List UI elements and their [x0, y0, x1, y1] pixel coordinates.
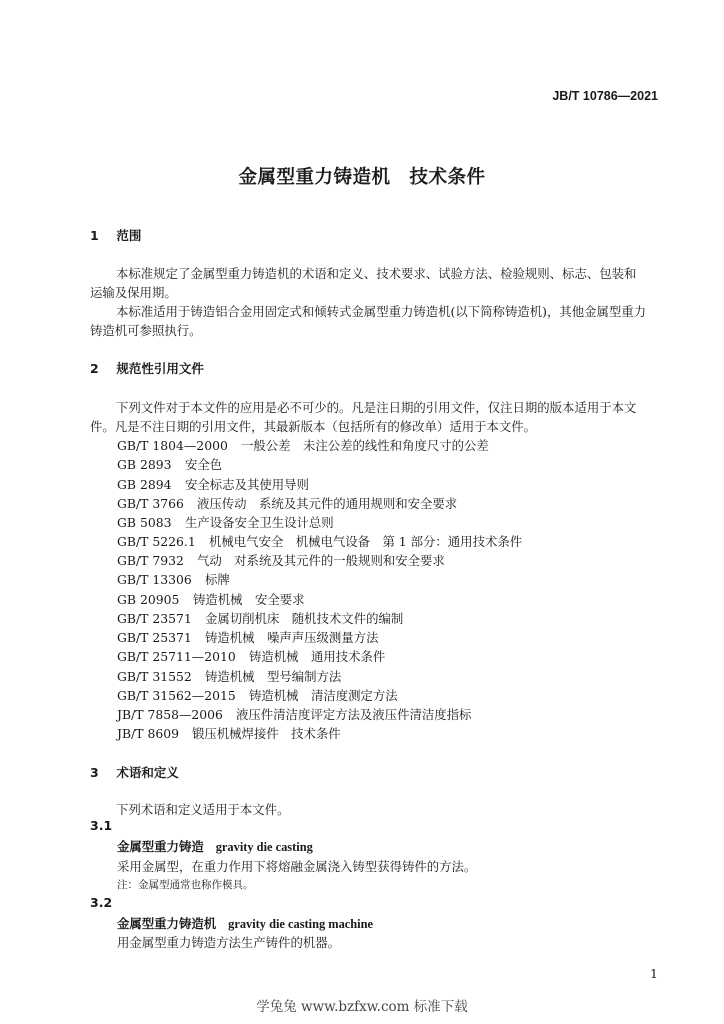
reference-item: [117, 724, 341, 742]
reference-code: GB 5083: [117, 515, 172, 530]
reference-item: [117, 455, 222, 473]
term-definition: 采用金属型，在重力作用下将熔融金属浇入铸型获得铸件的方法。: [117, 859, 477, 874]
reference-item: [117, 436, 489, 454]
reference-title: 铸造机械 噪声声压级测量方法: [205, 630, 379, 645]
reference-item: [117, 494, 457, 512]
term-definition: 用金属型重力铸造方法生产铸件的机器。: [117, 935, 341, 950]
reference-item: [117, 647, 385, 665]
reference-title: 铸造机械 清洁度测定方法: [249, 688, 398, 703]
reference-item: [117, 590, 305, 608]
reference-title: 铸造机械 安全要求: [193, 592, 305, 607]
reference-code: GB 2894: [117, 477, 172, 492]
reference-title: 液压件清洁度评定方法及液压件清洁度指标: [236, 707, 472, 722]
reference-title: 标牌: [205, 572, 230, 587]
reference-code: GB/T 1804—2000: [117, 438, 228, 453]
reference-item: [117, 705, 471, 723]
reference-item: [117, 513, 334, 531]
reference-title: 生产设备安全卫生设计总则: [185, 515, 334, 530]
section-title: 规范性引用文件: [116, 361, 204, 376]
section-title: 范围: [116, 228, 142, 243]
subclause-number: 3.2: [90, 895, 113, 910]
reference-code: GB/T 5226.1: [117, 534, 196, 549]
reference-title: 一般公差 未注公差的线性和角度尺寸的公差: [241, 438, 489, 453]
reference-code: GB/T 13306: [117, 572, 192, 587]
term-english: gravity die casting: [215, 840, 313, 854]
paragraph-line: 本标准规定了金属型重力铸造机的术语和定义、技术要求、试验方法、检验规则、标志、包装和: [116, 266, 637, 281]
term-chinese: 金属型重力铸造: [117, 839, 204, 854]
section-3-heading: [90, 763, 179, 781]
section-1-heading: [90, 226, 141, 244]
reference-item: [117, 628, 378, 646]
reference-code: GB 20905: [117, 592, 180, 607]
subclause-number: 3.1: [90, 818, 113, 833]
reference-code: GB/T 7932: [117, 553, 184, 568]
reference-item: [117, 609, 403, 627]
paragraph-line: 铸造机可参照执行。: [90, 323, 202, 338]
paragraph-line: 本标准适用于铸造铝合金用固定式和倾转式金属型重力铸造机(以下简称铸造机)，其他金属型重力: [116, 304, 647, 319]
reference-item: [117, 551, 445, 569]
reference-code: GB/T 31552: [117, 669, 192, 684]
paragraph-line: 下列文件对于本文件的应用是必不可少的。凡是注日期的引用文件，仅注日期的版本适用于本文: [116, 400, 637, 415]
section-number: 1: [90, 228, 99, 243]
reference-title: 铸造机械 通用技术条件: [249, 649, 386, 664]
reference-item: [117, 570, 230, 588]
reference-title: 气动 对系统及其元件的一般规则和安全要求: [197, 553, 445, 568]
reference-title: 安全色: [185, 457, 223, 472]
reference-code: JB/T 7858—2006: [117, 707, 223, 722]
section-2-heading: [90, 359, 204, 377]
reference-code: GB/T 25711—2010: [117, 649, 236, 664]
reference-code: GB/T 31562—2015: [117, 688, 236, 703]
reference-item: [117, 532, 522, 550]
standard-code: JB/T 10786—2021: [552, 89, 658, 103]
reference-item: [117, 686, 398, 704]
reference-code: GB/T 23571: [117, 611, 192, 626]
term-chinese: 金属型重力铸造机: [117, 916, 217, 931]
term-english: gravity die casting machine: [228, 917, 374, 931]
paragraph-line: 下列术语和定义适用于本文件。: [116, 802, 290, 817]
section-number: 2: [90, 361, 99, 376]
reference-code: GB/T 3766: [117, 496, 184, 511]
reference-item: [117, 475, 309, 493]
reference-title: 锻压机械焊接件 技术条件: [192, 726, 341, 741]
paragraph-line: 件。凡是不注日期的引用文件，其最新版本（包括所有的修改单）适用于本文件。: [90, 419, 537, 434]
paragraph-line: 运输及保用期。: [90, 285, 177, 300]
section-title: 术语和定义: [116, 765, 179, 780]
reference-code: GB 2893: [117, 457, 172, 472]
footer-watermark: 学兔兔 www.bzfxw.com 标准下载: [256, 999, 468, 1015]
page-number: 1: [650, 966, 658, 981]
term-note: 注：金属型通常也称作模具。: [117, 879, 254, 891]
reference-title: 铸造机械 型号编制方法: [205, 669, 342, 684]
reference-code: GB/T 25371: [117, 630, 192, 645]
section-number: 3: [90, 765, 99, 780]
reference-item: [117, 667, 341, 685]
reference-title: 液压传动 系统及其元件的通用规则和安全要求: [197, 496, 458, 511]
reference-title: 金属切削机床 随机技术文件的编制: [205, 611, 404, 626]
term-entry: [117, 914, 373, 932]
reference-title: 机械电气安全 机械电气设备 第 1 部分：通用技术条件: [209, 534, 523, 549]
term-entry: [117, 837, 313, 855]
reference-title: 安全标志及其使用导则: [185, 477, 309, 492]
reference-code: JB/T 8609: [117, 726, 179, 741]
document-title: 金属型重力铸造机 技术条件: [238, 167, 486, 188]
